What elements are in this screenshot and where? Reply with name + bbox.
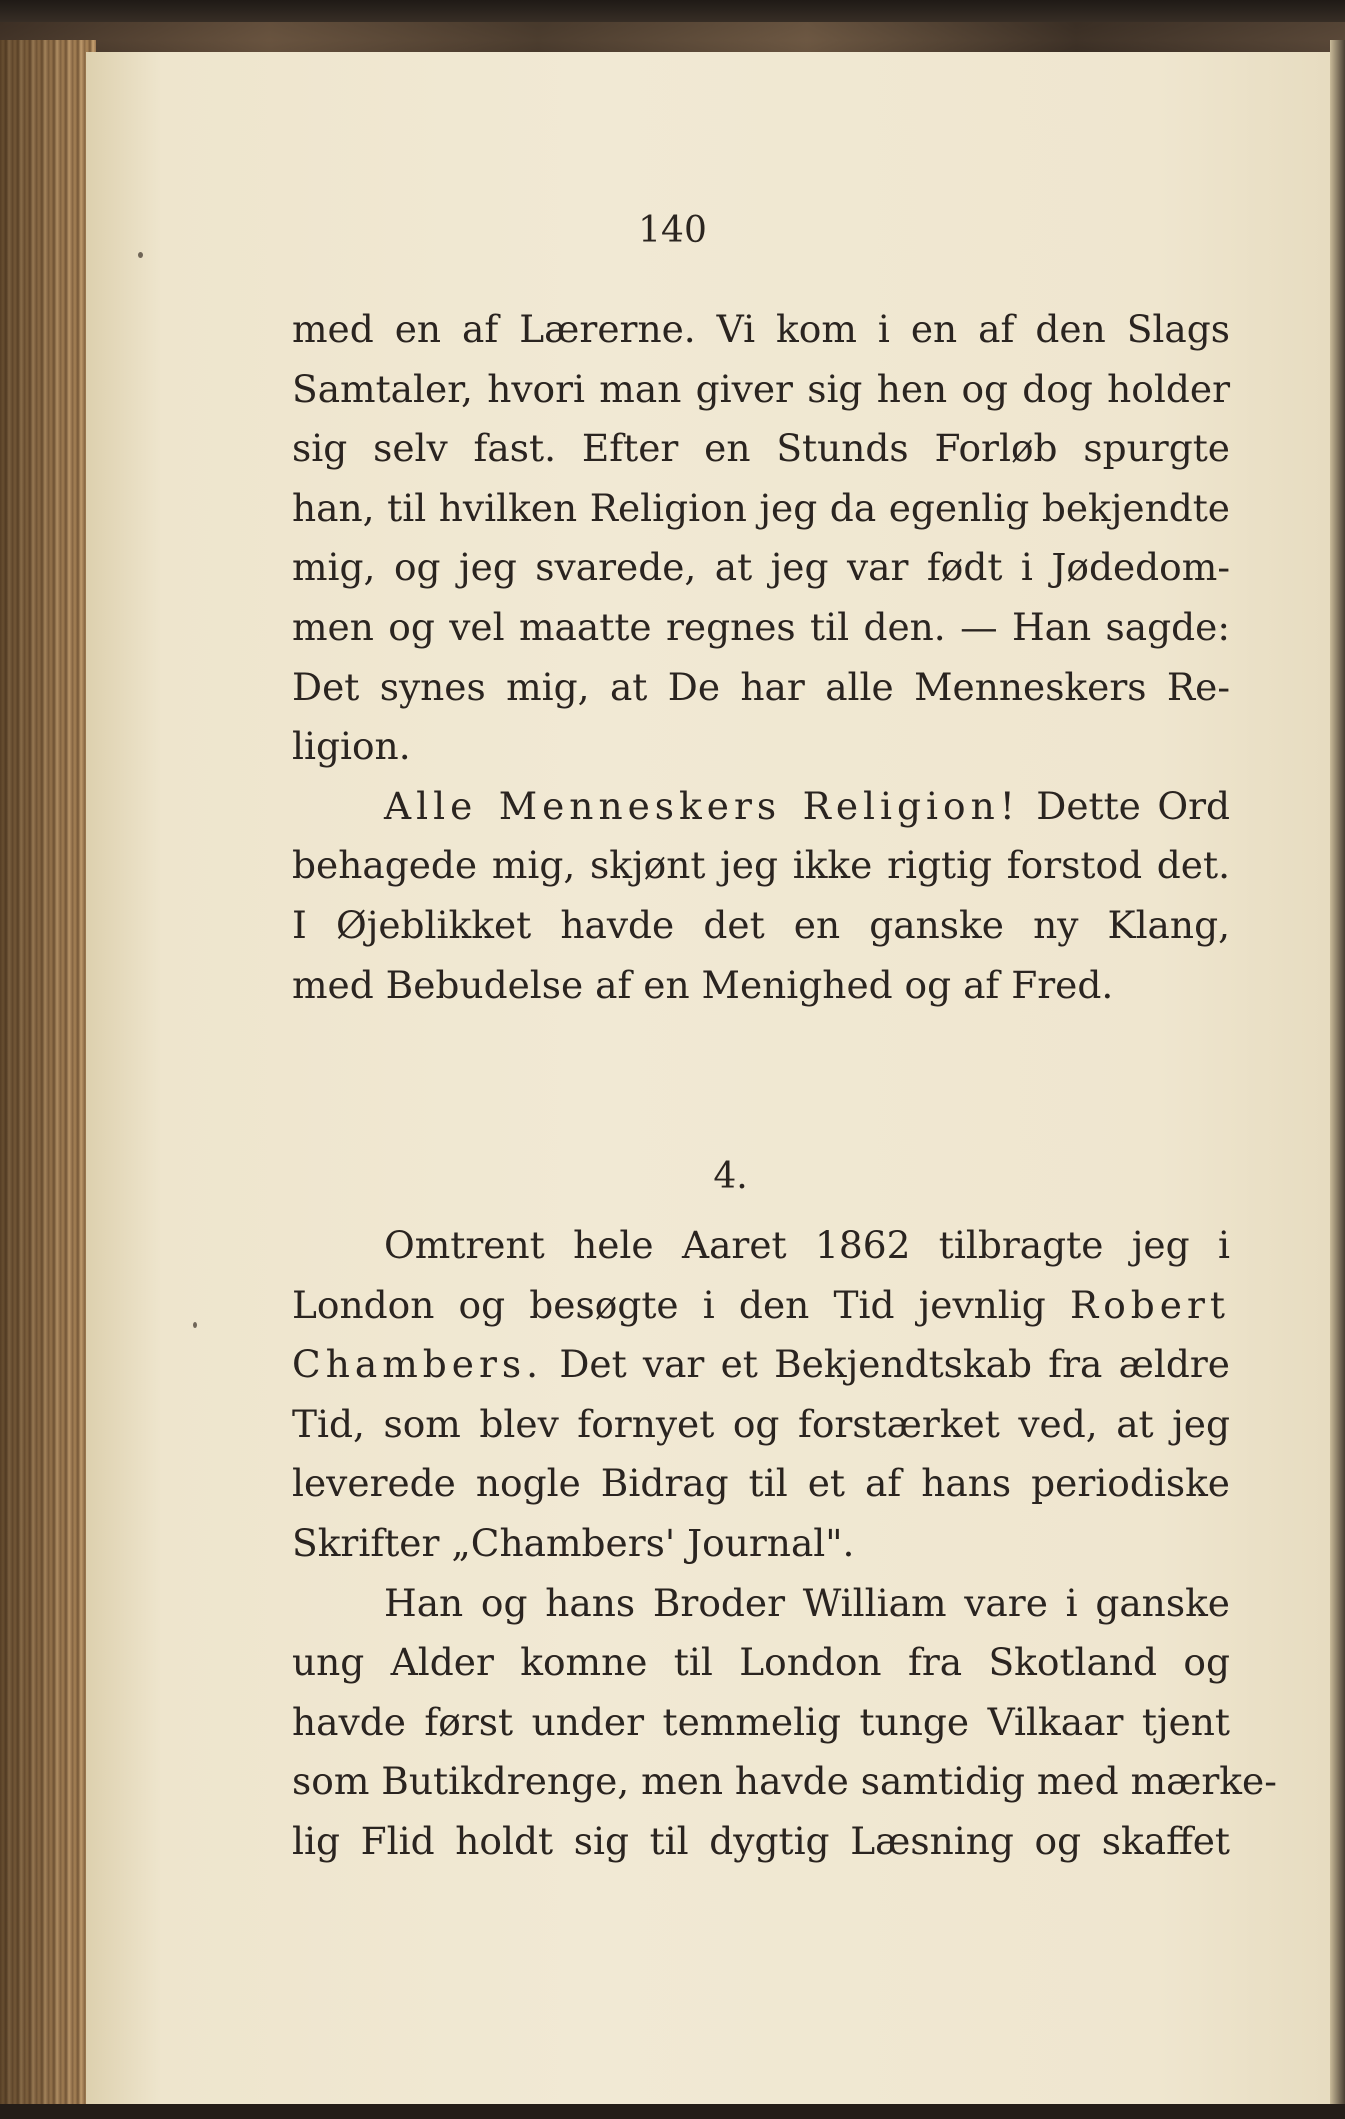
ink-speck: [193, 1322, 197, 1328]
section-number: 4.: [713, 1156, 748, 1197]
book-cover-bottom: [0, 2104, 1345, 2119]
text-line: han, til hvilken Religion jeg da egenlig bekjendte: [292, 485, 1230, 530]
text-line: ligion.: [292, 724, 411, 769]
text-fragment: London og besøgte i den Tid jevnlig: [292, 1282, 1046, 1327]
text-block-top: [292, 300, 1230, 1015]
page-edges-shadow: [0, 40, 96, 2119]
text-line: mig, og jeg svarede, at jeg var født i Jødedom-: [292, 545, 1230, 590]
text-fragment: Det var et Bekjendtskab fra ældre: [559, 1342, 1230, 1387]
text-line: [292, 777, 1230, 837]
text-line: [292, 1335, 1230, 1395]
text-line: Tid, som blev fornyet og forstærket ved, at jeg: [292, 1401, 1230, 1446]
page-number: 140: [638, 210, 707, 251]
text-line: men og vel maatte regnes til den. — Han sagde:: [292, 604, 1230, 649]
text-line: med en af Lærerne. Vi kom i en af den Slags: [292, 307, 1230, 351]
text-fragment: Dette Ord: [1036, 783, 1231, 828]
text-line: lig Flid holdt sig til dygtig Læsning og skaffet: [292, 1818, 1230, 1863]
text-line: med Bebudelse af en Menighed og af Fred.: [292, 962, 1114, 1007]
emphasis-text: Alle Menneskers Religion!: [384, 783, 1020, 828]
text-line: leverede nogle Bidrag til et af hans periodiske: [292, 1461, 1230, 1506]
text-line: Det synes mig, at De har alle Menneskers Re-: [292, 664, 1230, 709]
text-line: Han og hans Broder William vare i ganske: [384, 1580, 1230, 1625]
emphasis-text: Chambers.: [292, 1342, 544, 1387]
text-line: som Butikdrenge, men havde samtidig med mærke-: [292, 1759, 1277, 1804]
book-cover-right: [1330, 40, 1345, 2119]
emphasis-text: Robert: [1069, 1282, 1230, 1327]
text-line: havde først under temmelig tunge Vilkaar tjent: [292, 1699, 1230, 1744]
text-block-bottom: [292, 1216, 1277, 1872]
text-line: sig selv fast. Efter en Stunds Forløb spurgte: [292, 426, 1230, 471]
text-line: ung Alder komne til London fra Skotland og: [292, 1640, 1230, 1685]
text-line: behagede mig, skjønt jeg ikke rigtig forstod det.: [292, 843, 1230, 888]
ink-speck: [138, 252, 143, 258]
book-cover-binding: [0, 22, 1345, 52]
text-line: I Øjeblikket havde det en ganske ny Klang,: [292, 902, 1230, 947]
text-line: [292, 1276, 1230, 1336]
text-line: Samtaler, hvori man giver sig hen og dog holder: [292, 366, 1230, 411]
text-line: Omtrent hele Aaret 1862 tilbragte jeg i: [384, 1223, 1230, 1267]
text-line: Skrifter „Chambers' Journal".: [292, 1520, 855, 1565]
